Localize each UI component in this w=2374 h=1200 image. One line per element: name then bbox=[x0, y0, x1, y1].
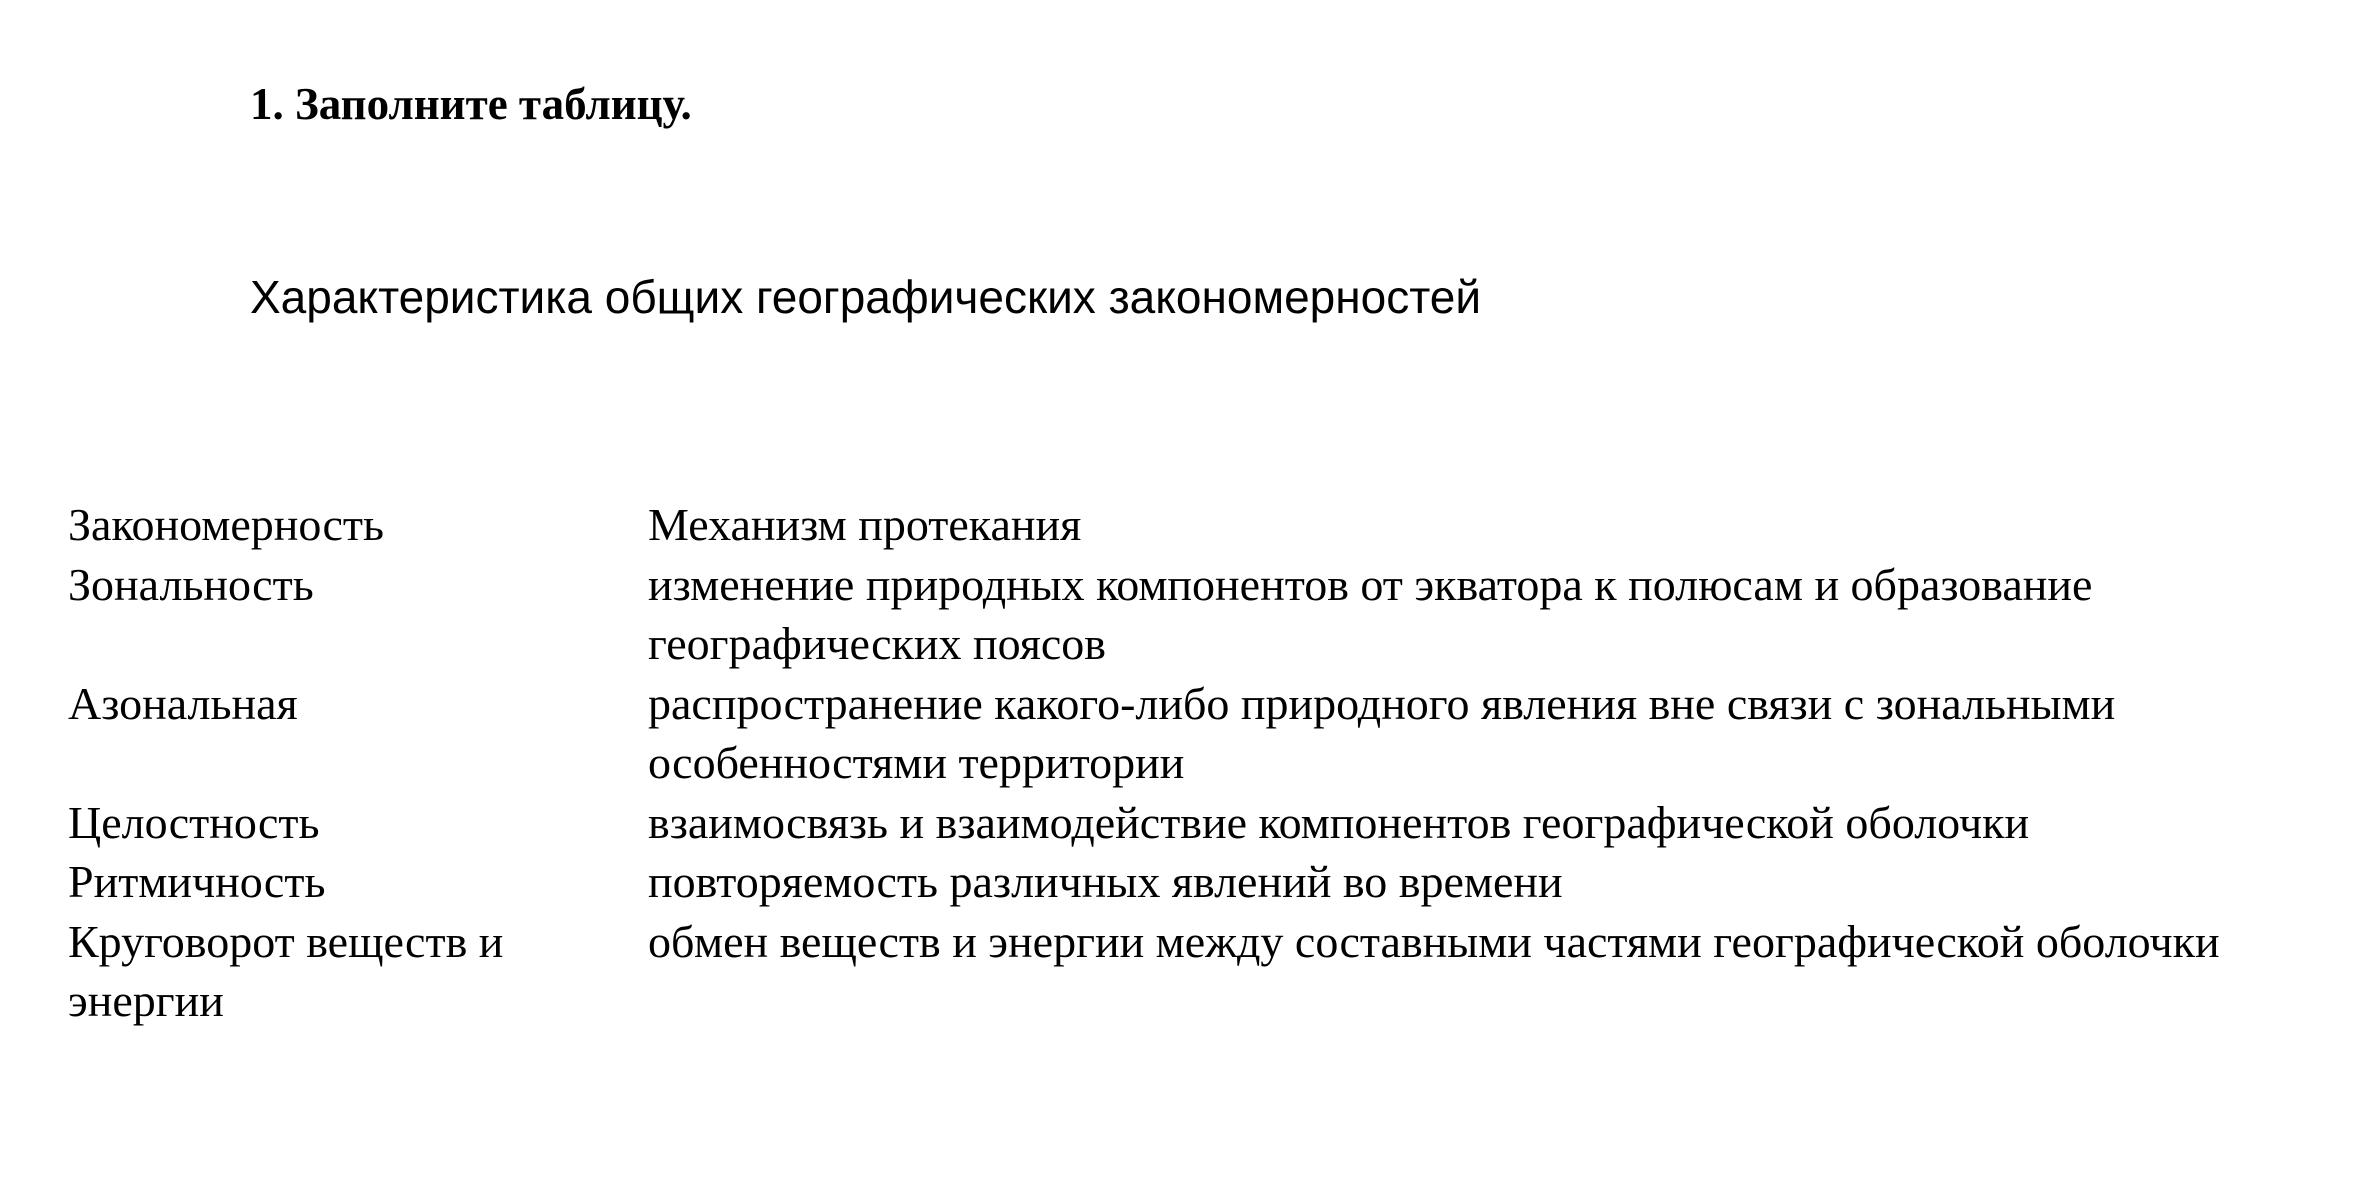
task-title: 1. Заполните таблицу. bbox=[250, 79, 692, 129]
row-mechanism: повторяемость различных явлений во времени bbox=[648, 856, 1563, 907]
row-mechanism: распространение какого-либо природного явления вне связи с зональными особенностями территории bbox=[648, 677, 2116, 788]
row-mechanism: обмен веществ и энергии между составными частями географической оболочки bbox=[648, 915, 2220, 967]
table-caption: Характеристика общих географических закономерностей bbox=[250, 271, 1482, 323]
row-mechanism: взаимосвязь и взаимодействие компонентов географической оболочки bbox=[648, 796, 2030, 848]
table-row bbox=[68, 793, 2358, 853]
table-row bbox=[68, 674, 2358, 793]
row-law: Целостность bbox=[68, 796, 320, 848]
header-law: Закономерность bbox=[68, 499, 385, 550]
header-mechanism: Механизм протекания bbox=[648, 499, 1082, 550]
row-law: Зональность bbox=[68, 558, 314, 610]
regularities-table bbox=[68, 495, 2358, 1031]
row-law: Ритмичность bbox=[68, 856, 326, 907]
row-law: Круговорот веществ и энергии bbox=[68, 915, 504, 1026]
table-row bbox=[68, 852, 2358, 912]
table-row bbox=[68, 555, 2358, 674]
table-header-row bbox=[68, 495, 2358, 555]
row-mechanism: изменение природных компонентов от экватора к полюсам и образование географических поясов bbox=[648, 558, 2093, 669]
row-law: Азональная bbox=[68, 677, 298, 729]
table-row bbox=[68, 912, 2358, 1031]
